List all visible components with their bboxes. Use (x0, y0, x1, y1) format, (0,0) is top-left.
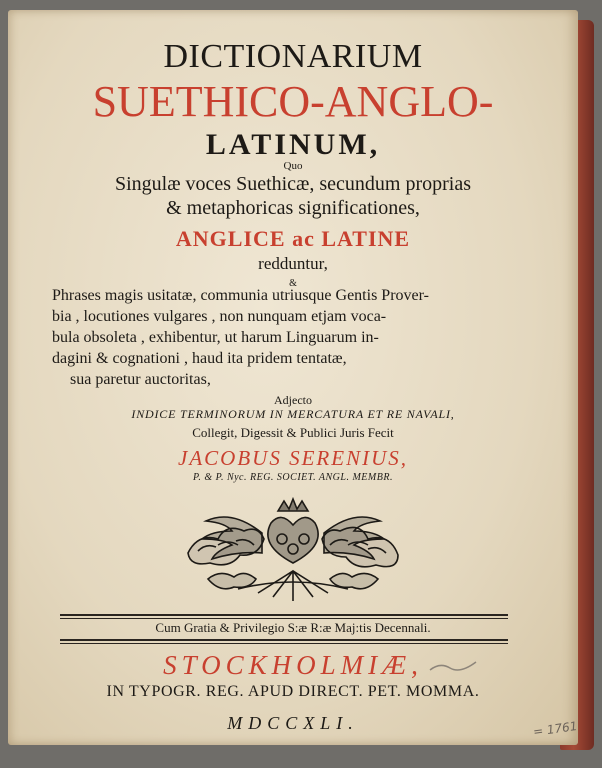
adjecto-word: Adjecto (274, 393, 312, 407)
paragraph-line-3: bula obsoleta , exhibentur, ut harum Linguarum in- (52, 329, 379, 346)
rule-top (60, 614, 508, 616)
imprint-printer: IN TYPOGR. REG. APUD DIRECT. PET. MOMMA. (106, 683, 480, 700)
rule-top-thin (60, 618, 508, 619)
title-line-2: SUETHICO-ANGLO- (92, 77, 494, 126)
imprint-year: MDCCXLI. (227, 713, 359, 733)
imprint-city: STOCKHOLMIÆ, (163, 650, 423, 680)
privilege-line: Cum Gratia & Privilegio S:æ R:æ Maj:tis Decennali. (155, 620, 431, 635)
title-page (8, 10, 578, 745)
paragraph-line-2: bia , locutiones vulgares , non nunquam etjam voca- (52, 308, 387, 325)
angel-heart-ornament-icon (178, 493, 408, 608)
handwritten-note: = 1761 (532, 718, 579, 740)
author-credentials: P. & P. Nyc. REG. SOCIET. ANGL. MEMBR. (193, 472, 393, 483)
subtitle-line-1: Singulæ voces Suethicæ, secundum proprias (114, 173, 472, 195)
title-line-3: LATINUM, (205, 128, 381, 161)
title-line-1: DICTIONARIUM (163, 38, 423, 75)
paragraph-line-5: sua paretur auctoritas, (70, 371, 211, 388)
paragraph-line-1: Phrases magis usitatæ, communia utriusque Gentis Prover- (52, 287, 429, 304)
subtitle-line-4: redduntur, (258, 254, 328, 273)
pencil-scribble-icon (428, 658, 478, 676)
rule-bottom (60, 639, 508, 641)
collegit-line: Collegit, Digessit & Publici Juris Fecit (192, 425, 394, 440)
rule-bottom-thin (60, 643, 508, 644)
ampersand: & (289, 278, 297, 289)
paragraph-line-4: dagini & cognationi , haud ita pridem tentatæ, (52, 350, 347, 367)
quo-word: Quo (283, 160, 303, 172)
subtitle-line-2: & metaphoricas significationes, (166, 197, 420, 219)
subtitle-languages: ANGLICE ac LATINE (175, 226, 411, 251)
index-line: INDICE TERMINORUM IN MERCATURA ET RE NAVALI, (131, 407, 455, 421)
author-name: JACOBUS SERENIUS, (178, 446, 408, 470)
